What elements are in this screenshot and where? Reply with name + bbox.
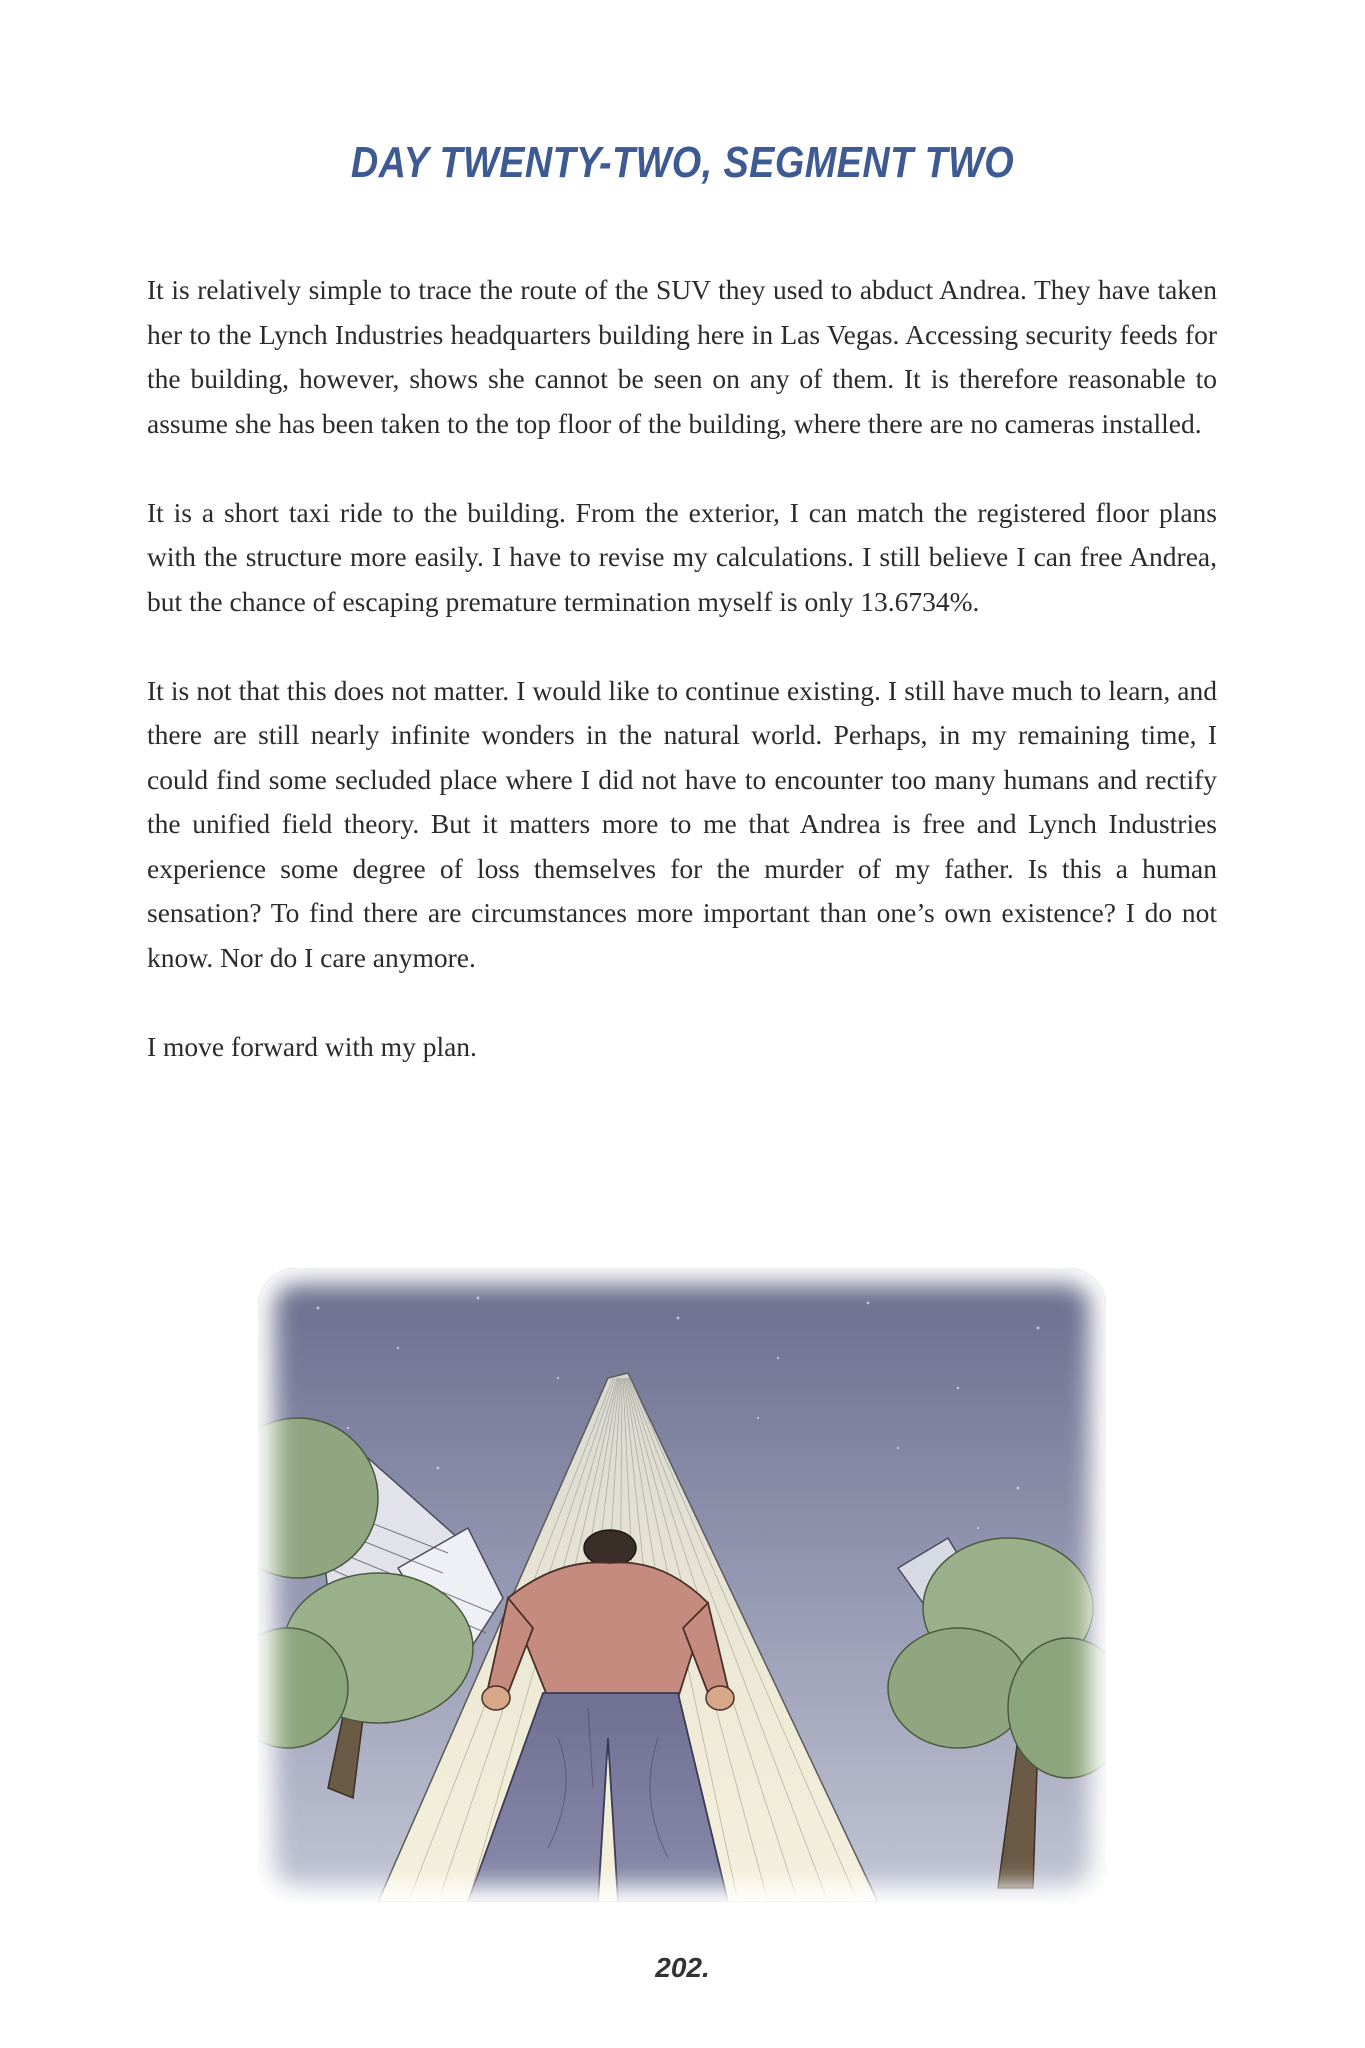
paragraph: I move forward with my plan. xyxy=(147,1030,477,1062)
paragraph: It is relatively simple to trace the route of the SUV they used to abduct Andrea. They have taken her to the Lynch Industries headquarters building here in Las Vegas. Accessing security feeds for the building, however, shows she cannot be seen on any of them. It is therefore reasonable to assume she has been taken to the top floor of the building, where there are no cameras installed. xyxy=(147,274,1217,439)
page-number: 202. xyxy=(655,1952,710,1983)
illustration-man-looking-up-at-skyscraper xyxy=(258,1268,1106,1902)
body-text xyxy=(147,268,1217,1114)
paragraph: It is a short taxi ride to the building. From the exterior, I can match the registered floor plans with the structure more easily. I have to revise my calculations. I still believe I can free Andrea, but the chance of escaping premature termination myself is only 13.6734%. xyxy=(147,496,1217,617)
paragraph: It is not that this does not matter. I would like to continue existing. I still have much to learn, and there are still nearly infinite wonders in the natural world. Perhaps, in my remaining time, I could find some secluded place where I did not have to encounter too many humans and rectify the unified field theory. But it matters more to me that Andrea is free and Lynch Industries experience some degree of loss themselves for the murder of my father. Is this a human sensation? To find there are circumstances more important than one’s own existence? I do not know. Nor do I care anymore. xyxy=(147,674,1217,973)
page-title: DAY TWENTY-TWO, SEGMENT TWO xyxy=(350,138,1015,187)
